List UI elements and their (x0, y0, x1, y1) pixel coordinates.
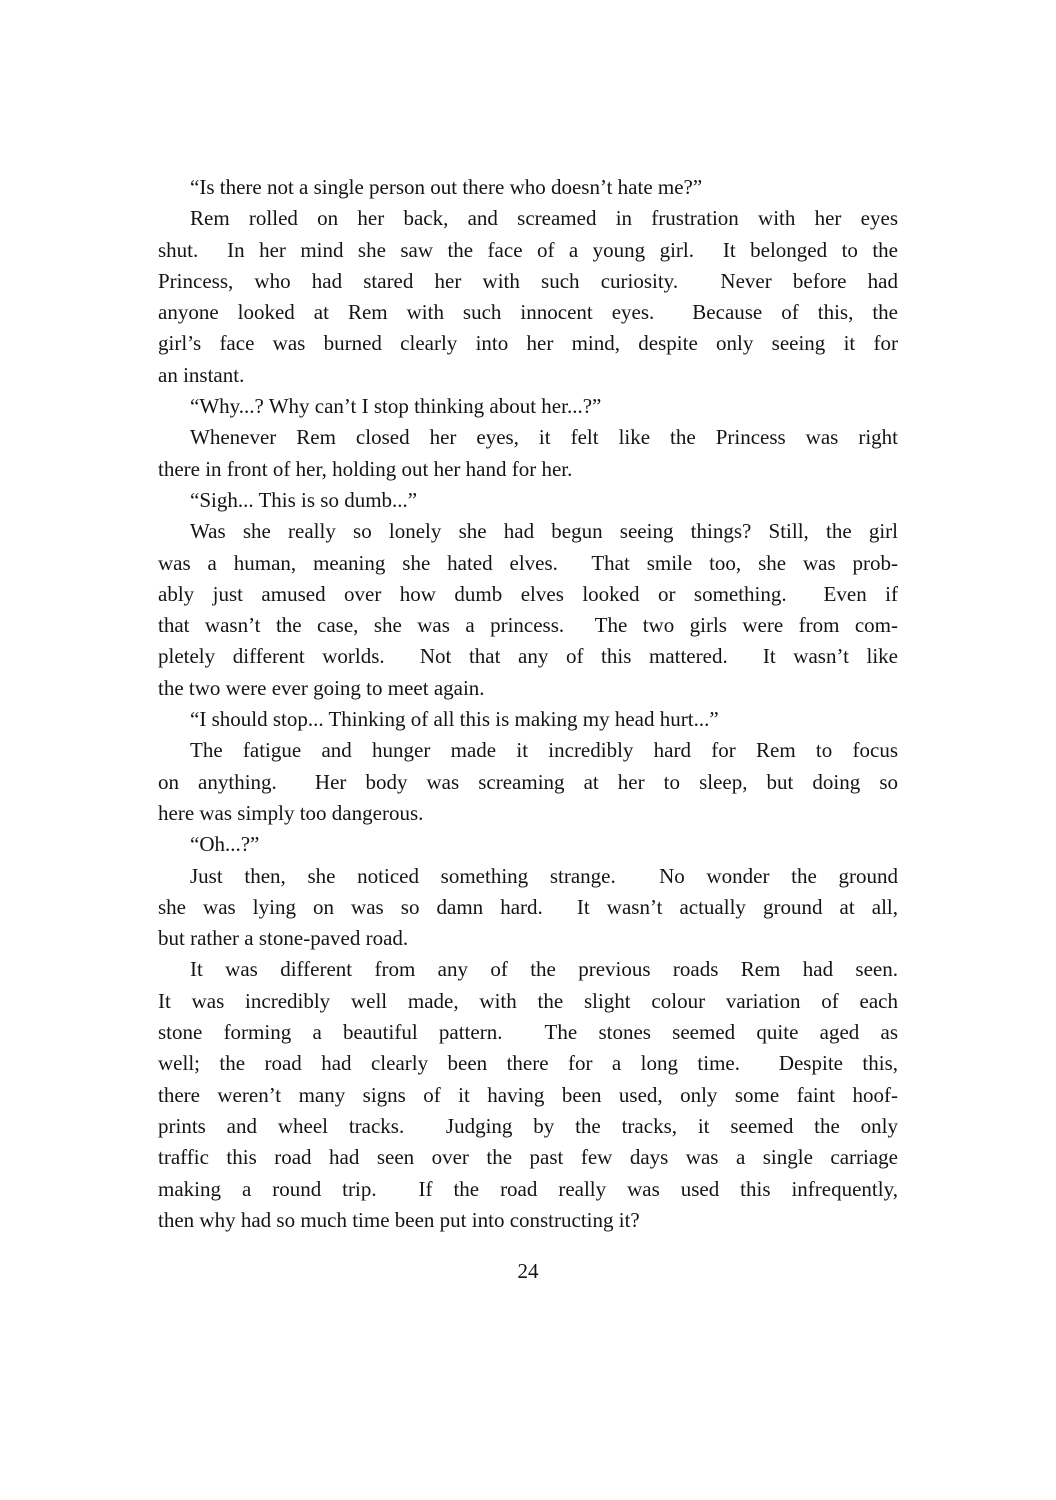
text-line: The fatigue and hunger made it incredibly hard for Rem to focus (190, 738, 898, 763)
text-line: Just then, she noticed something strange. No wonder the ground (190, 863, 898, 888)
text-line: here was simply too dangerous. (158, 800, 424, 825)
text-line: was a human, meaning she hated elves. That smile too, she was prob- (158, 550, 898, 575)
text-line: the two were ever going to meet again. (158, 675, 485, 700)
text-line: an instant. (158, 362, 245, 387)
text-line: anyone looked at Rem with such innocent eyes. Because of this, the (158, 300, 898, 325)
paragraph (158, 203, 898, 391)
paragraph (158, 861, 898, 955)
page-number: 24 (517, 1259, 539, 1284)
paragraph (158, 391, 898, 422)
text-line: It was incredibly well made, with the slight colour variation of each (158, 988, 898, 1013)
text-line: there in front of her, holding out her hand for her. (158, 456, 573, 481)
text-line: pletely different worlds. Not that any of this mattered. It wasn’t like (158, 644, 898, 669)
text-line: Whenever Rem closed her eyes, it felt like the Princess was right (190, 425, 898, 450)
paragraph (158, 422, 898, 485)
paragraph (158, 954, 898, 1236)
paragraph (158, 516, 898, 704)
text-line: ably just amused over how dumb elves looked or something. Even if (158, 581, 898, 606)
paragraph (158, 829, 898, 860)
text-line: “I should stop... Thinking of all this is making my head hurt...” (190, 707, 719, 732)
text-line: girl’s face was burned clearly into her mind, despite only seeing it for (158, 331, 898, 356)
text-line: on anything. Her body was screaming at her to sleep, but doing so (158, 769, 898, 794)
text-line: well; the road had clearly been there for a long time. Despite this, (158, 1051, 898, 1076)
text-line: that wasn’t the case, she was a princess. The two girls were from com- (158, 613, 898, 638)
text-line: she was lying on was so damn hard. It wasn’t actually ground at all, (158, 894, 898, 919)
text-line: Was she really so lonely she had begun seeing things? Still, the girl (190, 519, 898, 544)
text-line: “Sigh... This is so dumb...” (190, 487, 418, 512)
page-text (158, 172, 898, 1287)
paragraph (158, 485, 898, 516)
text-line: It was different from any of the previous roads Rem had seen. (190, 957, 898, 982)
text-line: but rather a stone-paved road. (158, 926, 409, 951)
paragraph (158, 735, 898, 829)
text-line: “Why...? Why can’t I stop thinking about her...?” (190, 394, 602, 419)
text-line: there weren’t many signs of it having been used, only some faint hoof- (158, 1082, 898, 1107)
text-line: traffic this road had seen over the past few days was a single carriage (158, 1145, 898, 1170)
paragraph (158, 704, 898, 735)
paragraph (158, 172, 898, 203)
text-line: making a round trip. If the road really was used this infrequently, (158, 1176, 898, 1201)
text-line: then why had so much time been put into constructing it? (158, 1207, 640, 1232)
text-line: Rem rolled on her back, and screamed in frustration with her eyes (190, 206, 898, 231)
text-line: stone forming a beautiful pattern. The stones seemed quite aged as (158, 1020, 898, 1045)
text-line: “Oh...?” (190, 832, 260, 857)
text-line: “Is there not a single person out there who doesn’t hate me?” (190, 175, 703, 199)
text-line: shut. In her mind she saw the face of a young girl. It belonged to the (158, 237, 898, 262)
text-line: prints and wheel tracks. Judging by the tracks, it seemed the only (158, 1113, 898, 1138)
text-line: Princess, who had stared her with such curiosity. Never before had (158, 268, 898, 293)
